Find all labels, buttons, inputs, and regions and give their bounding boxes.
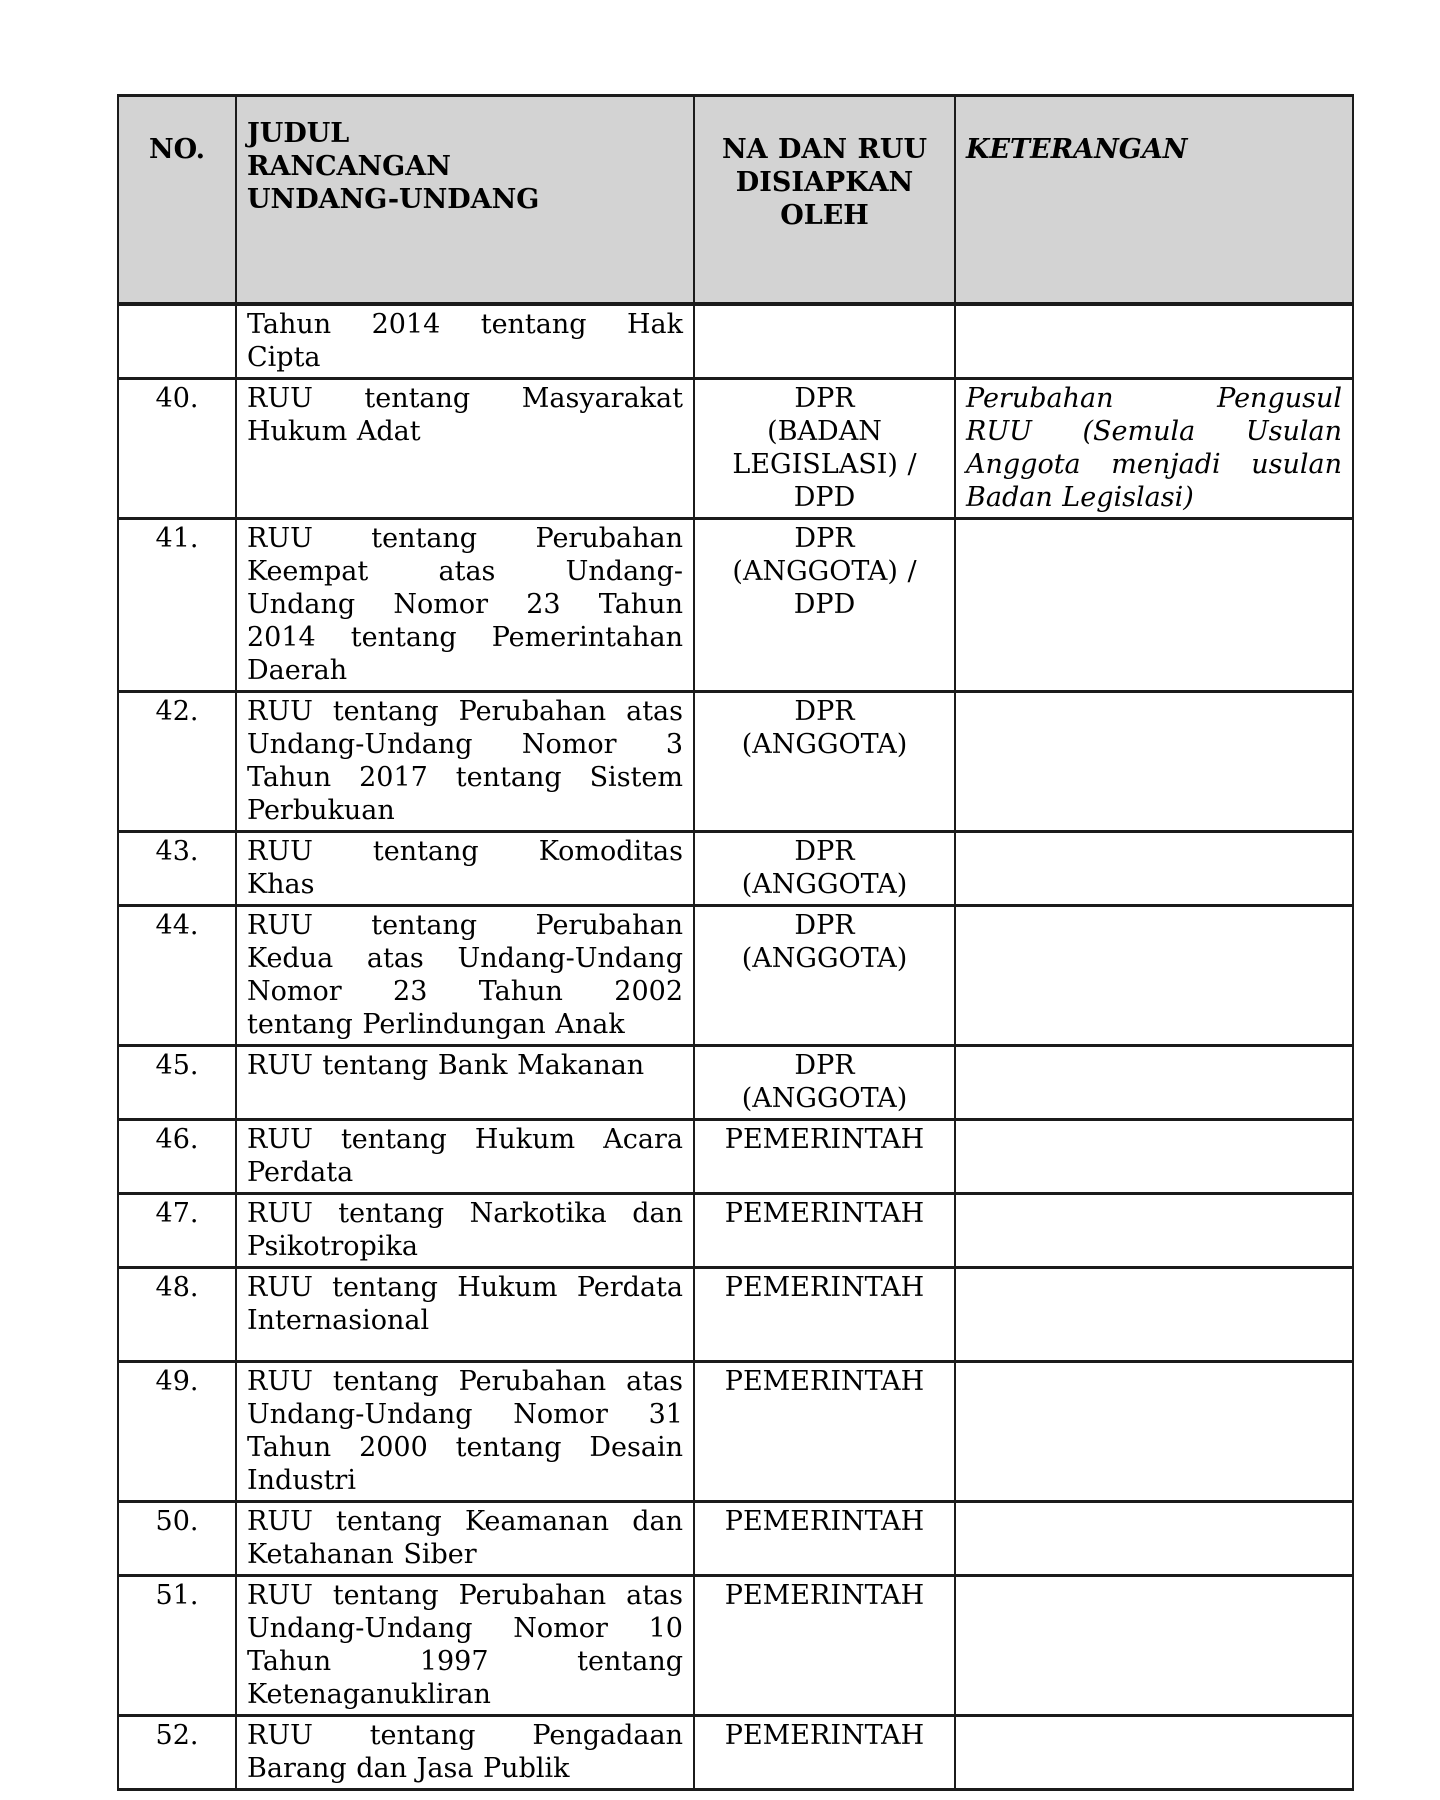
word: 31 [648,1399,683,1430]
word: RUU [247,1720,313,1751]
word: Nomor [247,976,342,1007]
header-cell-na [694,96,955,305]
cell-keterangan [955,1716,1353,1790]
word: RUU [247,696,313,727]
text-line [966,448,1342,481]
table-body [118,304,1353,1790]
word: RUU [247,523,313,554]
cell-keterangan [955,1046,1353,1120]
header-cell-keterangan [955,96,1353,305]
word: Nomor [513,1399,608,1430]
text-line [247,382,683,415]
word: tentang [332,696,439,727]
text-line [247,1579,683,1612]
word: 3 [665,729,683,760]
word: tentang [364,383,471,414]
word: atas [626,1580,683,1611]
word: Pemerintahan [491,622,683,653]
word: Keamanan [464,1506,610,1537]
text-line: NO. [148,134,206,165]
cell-no [118,304,236,379]
word: menjadi [1111,449,1221,480]
text-line: DPR [794,910,855,941]
text-line: Perdata [247,1157,354,1188]
word: tentang [332,1272,438,1303]
cell-judul [236,692,694,832]
cell-no [118,1268,236,1362]
word: tentang [371,910,478,941]
text-line [247,695,683,728]
word: Anggota [966,449,1081,480]
table-row [118,906,1353,1046]
word: Tahun [247,1646,332,1677]
text-line: 49. [155,1366,199,1397]
cell-na [694,1362,955,1502]
cell-judul [236,1716,694,1790]
text-line: DPR [794,383,855,414]
text-line [247,1365,683,1398]
word: RUU [247,836,313,867]
cell-keterangan [955,304,1353,379]
text-line: 48. [155,1272,199,1303]
cell-no [118,1046,236,1120]
text-line [247,1431,683,1464]
word: Undang [247,589,356,620]
word: Nomor [393,589,489,620]
word: Undang-Undang [457,943,683,974]
cell-na [694,304,955,379]
cell-judul [236,832,694,906]
table-row [118,1120,1353,1194]
table-header [118,96,1353,305]
text-line [247,942,683,975]
text-line: PEMERINTAH [724,1198,925,1229]
text-line: Daerah [247,655,348,686]
cell-keterangan [955,1502,1353,1576]
word: tentang [340,1124,447,1155]
table-row [118,692,1353,832]
table-row [118,1502,1353,1576]
cell-keterangan [955,379,1353,519]
word: tentang [372,836,479,867]
header-cell-no [118,96,236,305]
word: tentang [455,1432,562,1463]
word: RUU [247,1580,313,1611]
cell-no [118,519,236,692]
table-row [118,1362,1353,1502]
cell-judul [236,304,694,379]
text-line [247,975,683,1008]
word: Tahun [598,589,683,620]
text-line: (ANGGOTA) [741,1083,908,1114]
cell-no [118,1194,236,1268]
word: Narkotika [469,1198,607,1229]
word: Nomor [521,729,617,760]
word: Desain [589,1432,683,1463]
table-row [118,519,1353,692]
word: Hukum [474,1124,576,1155]
text-line: 40. [155,383,199,414]
cell-judul [236,906,694,1046]
word: Kedua [247,943,334,974]
text-line: PEMERINTAH [724,1720,925,1751]
text-line [966,382,1342,415]
cell-no [118,906,236,1046]
text-line: DPR [794,523,855,554]
word: Tahun [247,1432,332,1463]
text-line: (BADAN [767,416,882,447]
text-line [247,1271,683,1304]
text-line [247,555,683,588]
text-line [966,415,1342,448]
text-line: KETERANGAN [966,134,1188,165]
word: RUU [247,1272,313,1303]
text-line [247,761,683,794]
word: Perubahan [966,383,1114,414]
text-line: Psikotropika [247,1231,418,1262]
cell-na [694,1268,955,1362]
word: Perubahan [535,523,683,554]
text-line: Cipta [247,342,321,373]
header-cell-judul [236,96,694,305]
text-line [247,728,683,761]
word: Komoditas [538,836,683,867]
text-line [247,1645,683,1678]
word: Nomor [513,1613,608,1644]
text-line: Badan Legislasi) [966,482,1194,513]
word: Tahun [478,976,563,1007]
text-line: Internasional [247,1305,430,1336]
cell-no [118,379,236,519]
text-line: Khas [247,869,315,900]
cell-judul [236,1576,694,1716]
text-line [247,1398,683,1431]
word: Perubahan [458,1580,607,1611]
text-line: OLEH [780,200,869,231]
text-line: PEMERINTAH [724,1580,925,1611]
word: Acara [603,1124,683,1155]
cell-no [118,1120,236,1194]
text-line: Ketenaganukliran [247,1679,491,1710]
word: tentang [350,622,457,653]
cell-no [118,1716,236,1790]
cell-no [118,1502,236,1576]
word: Perdata [576,1272,683,1303]
word: dan [632,1198,683,1229]
word: tentang [480,309,587,340]
word: 23 [393,976,428,1007]
word: Undang- [565,556,683,587]
word: Undang-Undang [247,1399,473,1430]
word: tentang [369,1720,476,1751]
text-line [247,588,683,621]
word: RUU [247,383,313,414]
text-line: DPR [794,1050,855,1081]
text-line: Perbukuan [247,795,395,826]
text-line [247,1719,683,1752]
word: atas [438,556,496,587]
cell-judul [236,1194,694,1268]
ruu-table [117,94,1354,1791]
cell-judul [236,1046,694,1120]
table-row [118,1046,1353,1120]
word: Masyarakat [521,383,683,414]
table-row [118,1716,1353,1790]
word: tentang [338,1198,445,1229]
cell-na [694,379,955,519]
text-line: 41. [155,523,199,554]
text-line: NA DAN RUU [721,134,927,165]
word: tentang [332,1580,439,1611]
text-line: DPR [794,836,855,867]
text-line: PEMERINTAH [724,1272,925,1303]
word: 2000 [359,1432,428,1463]
cell-keterangan [955,519,1353,692]
word: 2002 [614,976,683,1007]
table-row [118,304,1353,379]
cell-na [694,1576,955,1716]
text-line: 43. [155,836,199,867]
text-line: Industri [247,1465,356,1496]
cell-judul [236,519,694,692]
text-line [247,1505,683,1538]
text-line: DPR [794,696,855,727]
cell-keterangan [955,1194,1353,1268]
cell-keterangan [955,1268,1353,1362]
cell-na [694,519,955,692]
cell-na [694,1120,955,1194]
text-line: (ANGGOTA) / [732,556,917,587]
word: 2017 [359,762,428,793]
word: Sistem [589,762,683,793]
text-line: JUDUL [247,118,350,149]
text-line: DPD [793,482,856,513]
text-line: 52. [155,1720,199,1751]
cell-na [694,1046,955,1120]
word: Tahun [247,762,332,793]
word: RUU [247,1124,313,1155]
word: atas [626,696,683,727]
cell-na [694,1502,955,1576]
cell-judul [236,1502,694,1576]
cell-na [694,906,955,1046]
text-line [247,522,683,555]
text-line: 51. [155,1580,199,1611]
text-line: 47. [155,1198,199,1229]
word: tentang [371,523,478,554]
word: RUU [247,910,313,941]
text-line: PEMERINTAH [724,1366,925,1397]
text-line: tentang Perlindungan Anak [247,1009,625,1040]
text-line [247,1123,683,1156]
cell-no [118,1576,236,1716]
text-line: DISIAPKAN [735,167,914,198]
text-line [247,621,683,654]
cell-judul [236,379,694,519]
word: Pengadaan [532,1720,683,1751]
text-line: 46. [155,1124,199,1155]
word: Hak [626,309,683,340]
word: 23 [526,589,561,620]
table-row [118,379,1353,519]
text-line [247,308,683,341]
text-line: 50. [155,1506,199,1537]
text-line [247,1197,683,1230]
cell-keterangan [955,1120,1353,1194]
word: 10 [648,1613,683,1644]
word: 2014 [247,622,316,653]
header-row [118,96,1353,305]
word: RUU [247,1506,313,1537]
word: dan [632,1506,683,1537]
text-line: (ANGGOTA) [741,729,908,760]
text-line: 42. [155,696,199,727]
text-line [247,1612,683,1645]
word: RUU [247,1198,313,1229]
cell-keterangan [955,692,1353,832]
word: tentang [332,1366,439,1397]
word: Undang-Undang [247,729,473,760]
table-row [118,1268,1353,1362]
text-line: PEMERINTAH [724,1506,925,1537]
cell-judul [236,1362,694,1502]
text-line [247,835,683,868]
cell-na [694,1194,955,1268]
table-row [118,1194,1353,1268]
text-line: DPD [793,589,856,620]
text-line: RANCANGAN [247,151,451,182]
word: Perubahan [535,910,683,941]
text-line: 45. [155,1050,199,1081]
cell-judul [236,1120,694,1194]
text-line: 44. [155,910,199,941]
word: 1997 [419,1646,489,1677]
text-line: (ANGGOTA) [741,943,908,974]
word: Tahun [247,309,332,340]
word: Pengusul [1217,383,1342,414]
word: Usulan [1245,416,1342,447]
text-line: RUU tentang Bank Makanan [247,1050,645,1081]
cell-keterangan [955,1362,1353,1502]
cell-na [694,692,955,832]
word: 2014 [371,309,441,340]
cell-keterangan [955,1576,1353,1716]
text-line: Barang dan Jasa Publik [247,1753,570,1784]
cell-keterangan [955,832,1353,906]
word: RUU [966,416,1032,447]
cell-na [694,832,955,906]
text-line: PEMERINTAH [724,1124,925,1155]
text-line: Ketahanan Siber [247,1539,477,1570]
word: tentang [455,762,562,793]
word: atas [366,943,424,974]
table-row [118,1576,1353,1716]
word: tentang [577,1646,683,1677]
text-line: UNDANG-UNDANG [247,184,540,215]
word: (Semula [1082,416,1196,447]
word: atas [626,1366,683,1397]
text-line: (ANGGOTA) [741,869,908,900]
cell-keterangan [955,906,1353,1046]
word: Undang-Undang [247,1613,473,1644]
cell-no [118,692,236,832]
word: usulan [1251,449,1342,480]
cell-no [118,832,236,906]
cell-no [118,1362,236,1502]
text-line: Hukum Adat [247,416,421,447]
word: Perubahan [458,1366,607,1397]
text-line: LEGISLASI) / [732,449,917,480]
word: Perubahan [458,696,607,727]
word: RUU [247,1366,313,1397]
cell-na [694,1716,955,1790]
word: Hukum [457,1272,558,1303]
word: Keempat [247,556,369,587]
cell-judul [236,1268,694,1362]
table-row [118,832,1353,906]
word: tentang [335,1506,442,1537]
text-line [247,909,683,942]
